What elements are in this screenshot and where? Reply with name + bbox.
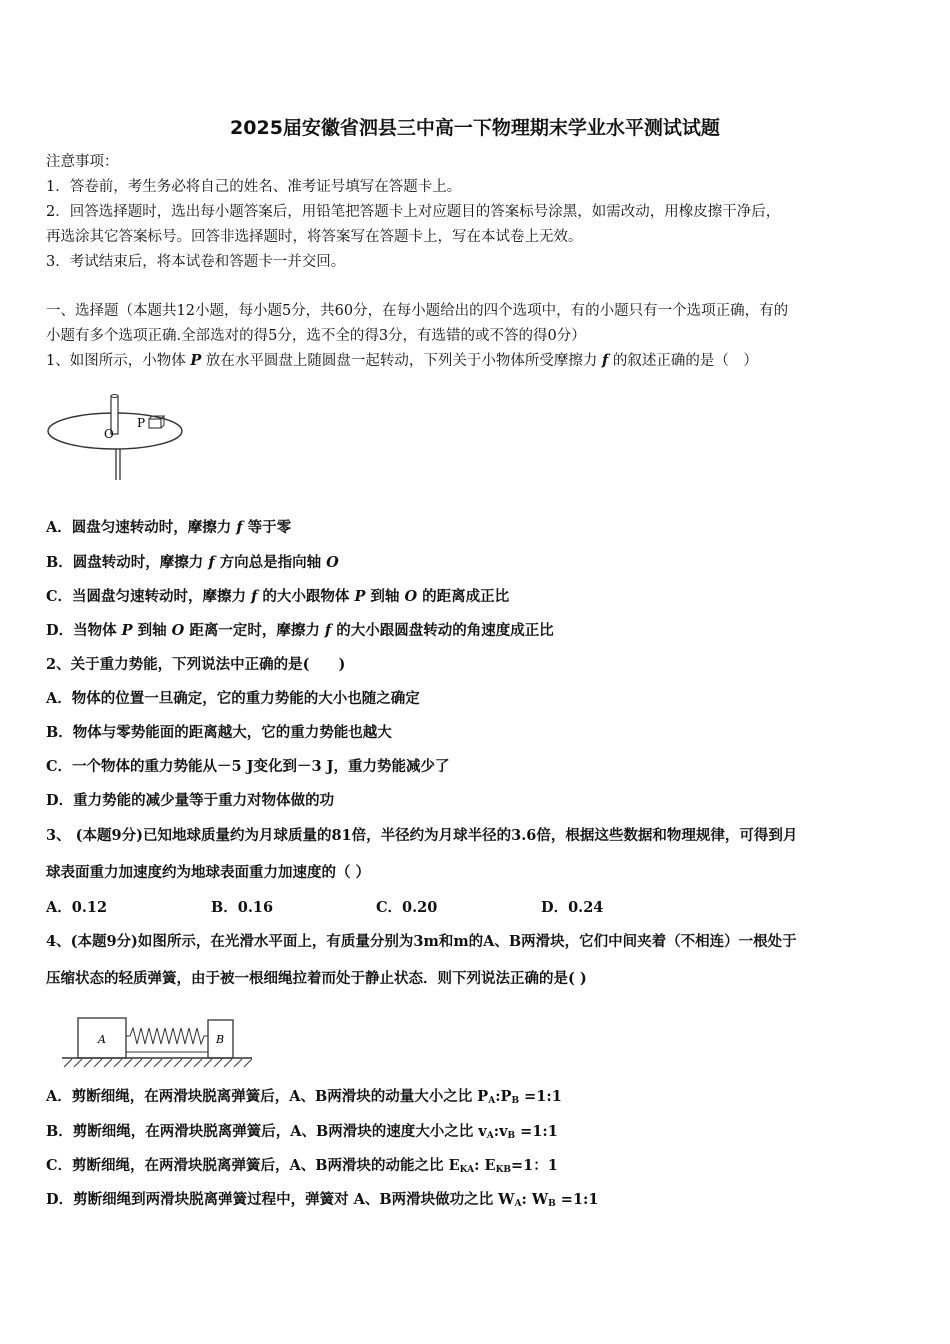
spring: [126, 1028, 208, 1044]
q4-stem-line-2: 压缩状态的轻质弹簧，由于被一根细绳拉着而处于静止状态．则下列说法正确的是( ): [46, 970, 587, 987]
page-title: 2025届安徽省泗县三中高一下物理期末学业水平测试试题: [230, 117, 720, 139]
section-intro-line-1: 一、选择题（本题共12小题，每小题5分，共60分，在每小题给出的四个选项中，有的小题只有一个选项正确，有的: [46, 303, 789, 319]
spring-blocks-figure: [58, 1012, 258, 1074]
q3-stem-line-2: 球表面重力加速度约为地球表面重力加速度的（ ）: [46, 864, 371, 881]
q1-option-c[interactable]: C．当圆盘匀速转动时，摩擦力 f 的大小跟物体 P 到轴 O 的距离成正比: [46, 588, 510, 605]
fig-label-b: B: [216, 1033, 225, 1046]
notice-item-1: 1．答卷前，考生务必将自己的姓名、准考证号填写在答题卡上。: [46, 179, 462, 195]
section-intro-line-2: 小题有多个选项正确.全部选对的得5分，选不全的得3分，有选错的或不答的得0分）: [46, 328, 586, 344]
q3-option-b[interactable]: B．0.16: [211, 899, 274, 916]
notice-item-3: 3．考试结束后，将本试卷和答题卡一并交回。: [46, 254, 346, 270]
fig-label-p: P: [137, 416, 146, 430]
q3-option-d[interactable]: D．0.24: [541, 899, 604, 916]
q2-option-a[interactable]: A．物体的位置一旦确定，它的重力势能的大小也随之确定: [46, 690, 420, 707]
q2-option-b[interactable]: B．物体与零势能面的距离越大，它的重力势能也越大: [46, 724, 392, 741]
q2-option-c[interactable]: C．一个物体的重力势能从－5 J变化到－3 J，重力势能减少了: [46, 758, 450, 775]
q4-stem-line-1: 4、(本题9分)如图所示，在光滑水平面上，有质量分别为3m和m的A、B两滑块，它们中间夹着（不相连）一根处于: [46, 933, 797, 950]
object-p: [149, 419, 161, 428]
q4-option-d[interactable]: D．剪断细绳到两滑块脱离弹簧过程中，弹簧对 A、B两滑块做功之比 $W_A$: $W_B$ =1:1: [46, 1191, 599, 1209]
fig-label-a: A: [98, 1033, 106, 1046]
axle-cap: [111, 395, 118, 398]
q2-stem: 2、关于重力势能，下列说法中正确的是( ): [46, 656, 346, 673]
notice-item-2-cont: 再选涂其它答案标号。回答非选择题时，将答案写在答题卡上，写在本试卷上无效。: [46, 229, 583, 245]
q1-option-a[interactable]: A．圆盘匀速转动时，摩擦力 f 等于零: [46, 519, 292, 536]
q4-option-a[interactable]: A．剪断细绳，在两滑块脱离弹簧后，A、B两滑块的动量大小之比 $P_A:P_B$ =1:1: [46, 1088, 562, 1106]
fig-label-o: O: [104, 427, 114, 441]
q3-option-c[interactable]: C．0.20: [376, 899, 438, 916]
q1-option-d[interactable]: D．当物体 P 到轴 O 距离一定时，摩擦力 f 的大小跟圆盘转动的角速度成正比: [46, 622, 554, 639]
q1-stem: 1、如图所示，小物体 P 放在水平圆盘上随圆盘一起转动，下列关于小物体所受摩擦力 f 的叙述正确的是（ ）: [46, 352, 758, 369]
rotating-disk-figure: [40, 388, 190, 488]
notice-heading: 注意事项：: [46, 154, 119, 170]
q4-option-c[interactable]: C．剪断细绳，在两滑块脱离弹簧后，A、B两滑块的动能之比 $E_{KA}$: $E_{KB}=1$：1: [46, 1157, 558, 1175]
notice-item-2: 2．回答选择题时，选出每小题答案后，用铅笔把答题卡上对应题目的答案标号涂黑，如需改动，用橡皮擦干净后，: [46, 204, 781, 220]
ground-hatching: [64, 1059, 252, 1067]
q3-stem-line-1: 3、 (本题9分)已知地球质量约为月球质量的81倍，半径约为月球半径的3.6倍，根据这些数据和物理规律，可得到月: [46, 827, 798, 844]
q3-option-a[interactable]: A．0.12: [46, 899, 108, 916]
q1-option-b[interactable]: B．圆盘转动时，摩擦力 f 方向总是指向轴 O: [46, 554, 339, 571]
q4-option-b[interactable]: B．剪断细绳，在两滑块脱离弹簧后，A、B两滑块的速度大小之比 $v_A:v_B$ =1:1: [46, 1123, 558, 1141]
q2-option-d[interactable]: D．重力势能的减少量等于重力对物体做的功: [46, 792, 335, 809]
